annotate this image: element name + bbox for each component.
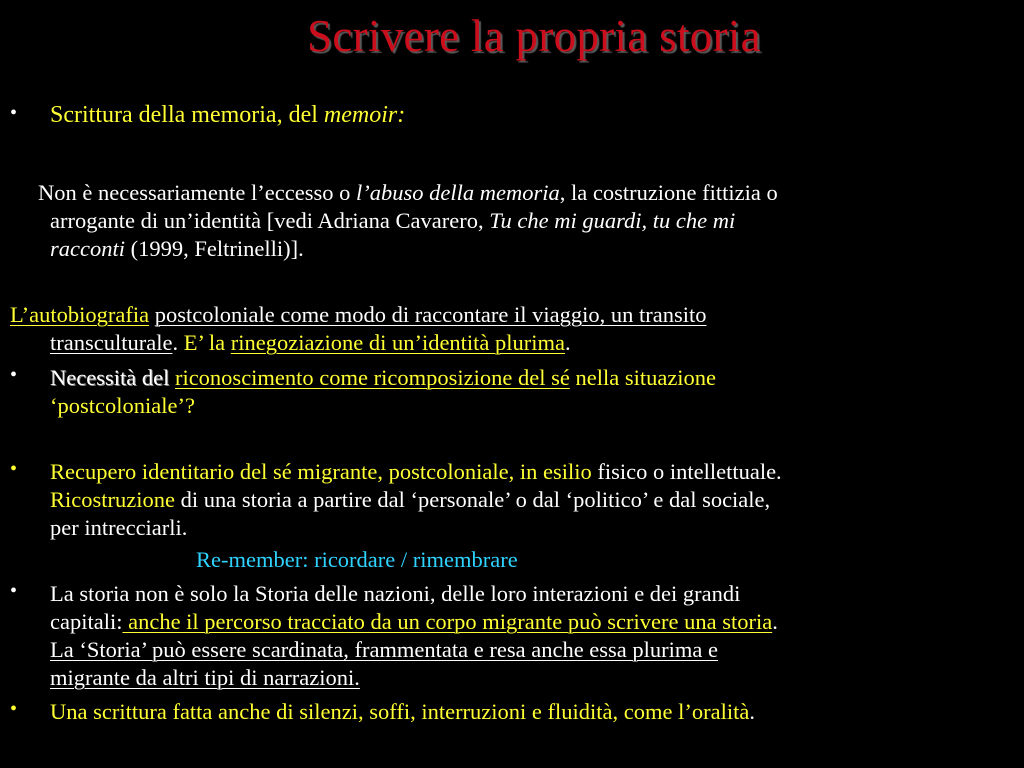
bullet-6-line-4: migrante da altri tipi di narrazioni. [50, 665, 360, 690]
bullet-4-text-a: Necessità del [50, 365, 170, 390]
para-2-italic-b: Tu che mi guardi, tu che mi [489, 208, 736, 233]
bullet-4-text-c: nella situazione [569, 365, 717, 390]
bullet-6-line-2 [50, 607, 778, 636]
bullet-4-text-b: riconoscimento come ricomposizione del sé [174, 365, 570, 390]
slide-title: Scrivere la propria storia [307, 11, 761, 61]
bullet-5-icon: • [10, 458, 18, 480]
bullet-4-line-2: ‘postcoloniale’? [50, 393, 195, 418]
para-2-line-2 [50, 206, 735, 235]
bullet-5-text-b: fisico o intellettuale. [591, 459, 782, 484]
bullet-7-icon: • [10, 698, 18, 720]
para-3-line-1 [10, 300, 706, 329]
bullet-6-text-b: capitali: [50, 609, 123, 634]
para-3-text-c: . [172, 330, 184, 355]
bullet-1-label: Scrittura della memoria, del [50, 102, 324, 128]
bullet-6-icon: • [10, 580, 18, 602]
bullet-5-text-a: Recupero identitario del sé migrante, postcoloniale, in esilio [50, 459, 592, 484]
bullet-5-text-c: Ricostruzione [50, 487, 175, 512]
bullet-7-text-b: . [749, 699, 755, 724]
autobiografia-link: L’autobiografia [10, 302, 150, 327]
bullet-6-text-d: . [772, 609, 778, 634]
para-3-text-d: E’ la [183, 330, 231, 355]
para-2-text-c: arrogante di un’identità [vedi Adriana Cavarero, [50, 208, 490, 233]
bullet-4-icon: • [10, 364, 18, 386]
bullet-6-line-3: La ‘Storia’ può essere scardinata, frammentata e resa anche essa plurima e [50, 637, 719, 662]
bullet-5-line-2 [50, 485, 770, 514]
para-3-text-a: postcoloniale come modo di raccontare il viaggio, un transito [154, 302, 707, 327]
bullet-1-icon: • [10, 102, 18, 124]
para-2-text-d: (1999, Feltrinelli)]. [124, 236, 304, 261]
bullet-4-line-1 [50, 363, 716, 392]
para-2-italic-a: l’abuso della memoria [355, 180, 560, 205]
para-3-text-e: rinegoziazione di un’identità plurima [230, 330, 566, 355]
bullet-6-text-c: anche il percorso tracciato da un corpo migrante può scrivere una storia [122, 609, 773, 634]
re-member-line: Re-member: ricordare / rimembrare [196, 547, 518, 572]
bullet-1-text [50, 101, 405, 130]
bullet-5-line-1 [50, 457, 782, 486]
para-3-line-2 [50, 328, 571, 357]
bullet-1-italic: memoir: [323, 102, 406, 128]
para-3-text-b: transculturale [50, 330, 173, 355]
para-3-text-f: . [565, 330, 571, 355]
bullet-5-text-d: di una storia a partire dal ‘personale’ o dal ‘politico’ e dal sociale, [174, 487, 771, 512]
bullet-5-line-3: per intrecciarli. [50, 515, 188, 540]
bullet-7-line-1 [50, 697, 755, 726]
para-2-text-b: , la costruzione fittizia o [559, 180, 778, 205]
bullet-6-line-1: La storia non è solo la Storia delle nazioni, delle loro interazioni e dei grandi [50, 581, 741, 606]
para-2-italic-c: racconti [50, 236, 125, 261]
para-2-line-3 [50, 234, 304, 263]
para-2-text-a: Non è necessariamente l’eccesso o [38, 180, 356, 205]
para-2-line-1 [38, 178, 778, 207]
bullet-7-text-a: Una scrittura fatta anche di silenzi, soffi, interruzioni e fluidità, come l’oralità [50, 699, 750, 724]
